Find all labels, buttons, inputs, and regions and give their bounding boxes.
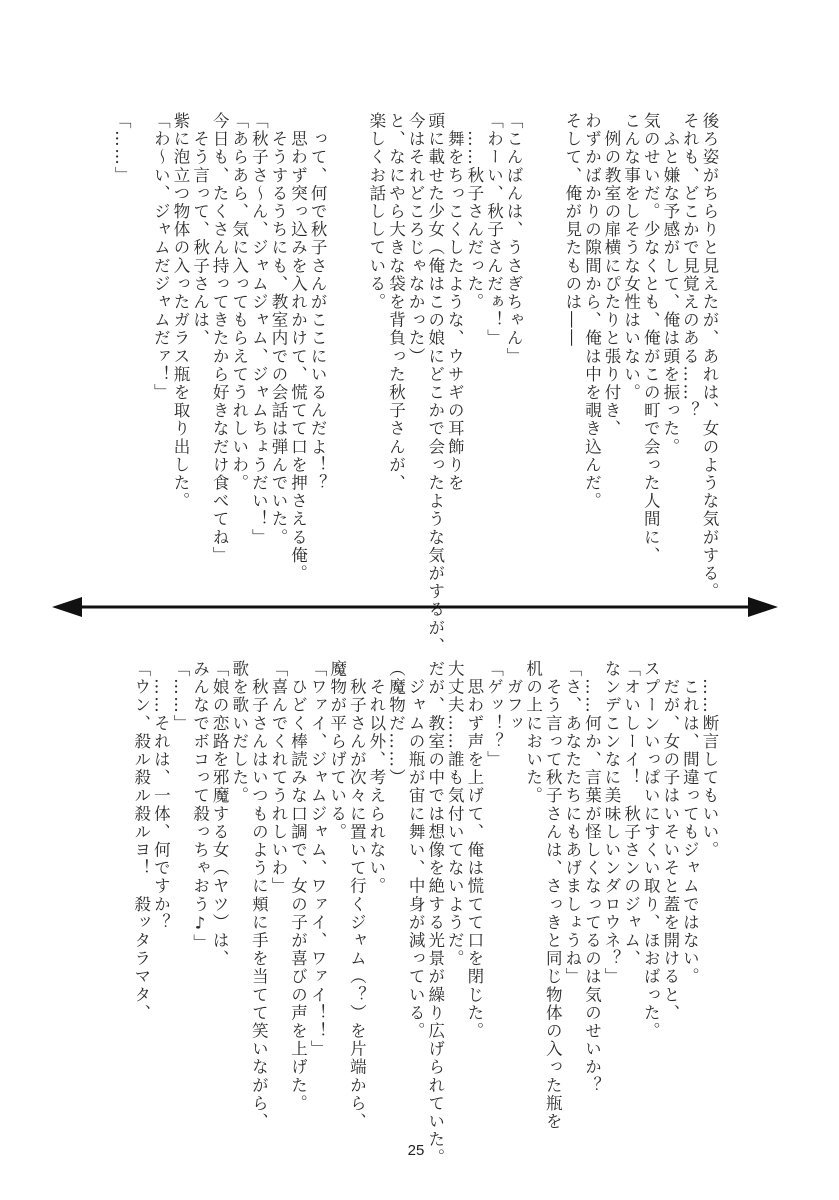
text-line: ……秋子さんだった。 <box>464 112 484 312</box>
text-line: だが、女の子はいそいそと蓋を開けると、 <box>660 660 680 1022</box>
text-line: 「わ〜い、ジャムだジャムだァ！」 <box>151 112 171 402</box>
text-line: それ以外、考えられない。 <box>366 660 386 896</box>
text-line: （魔物だ……） <box>386 660 406 787</box>
double-arrow-icon <box>52 596 778 618</box>
text-line: 紫に泡立つ物体の入ったガラス瓶を取り出した。 <box>170 112 190 511</box>
text-line: って、何で秋子さんがここにいるんだよ！？ <box>308 112 328 493</box>
text-line: 「オいしーイ！ 秋子さンのジャム、 <box>621 660 641 968</box>
text-line: 「……」 <box>170 660 190 733</box>
text-line: 気のせいだ。少なくとも、俺がこの町で会った人間に、 <box>641 112 661 565</box>
text-line: こんな事をしそうな女性はいない。 <box>621 112 641 402</box>
text-line <box>131 112 151 572</box>
text-line: 「わーい、秋子さんだぁ！」 <box>484 112 504 348</box>
text-line <box>327 112 347 572</box>
text-line: ……それは、一体、何ですか？ <box>151 660 171 932</box>
text-line: そうするうちにも、教室内での会話は弾んでいた。 <box>268 112 288 547</box>
text-line: これは、間違ってもジャムではない。 <box>680 660 700 986</box>
text-line: 「あらあら、気に入ってもらえてうれしいわ。 <box>229 112 249 493</box>
text-line: 「さ、あなたたちにもあげましょうね」 <box>562 660 582 986</box>
text-line: 歌を歌いだした。 <box>229 660 249 805</box>
text-line <box>347 112 367 572</box>
text-line: 大丈夫……誰も気付いてないようだ。 <box>445 660 465 968</box>
text-line: 今はそれどころじゃなかった） <box>406 112 426 366</box>
text-line <box>523 112 543 572</box>
text-line: それも、どこかで見覚えのある……？ <box>680 112 700 420</box>
text-line: ジャムの瓶が宙に舞い、中身が減っている。 <box>406 660 426 1041</box>
text-line: スプーンいっぱいにすくい取り、ほおばった。 <box>641 660 661 1041</box>
text-line: そう言って、秋子さんは、 <box>190 112 210 348</box>
text-line: ふと嫌な予感がして、俺は頭を振った。 <box>660 112 680 456</box>
text-line: 「ワァイ、ジャムジャム、ワァイ、ワァイ！！」 <box>308 660 328 1059</box>
text-line: わずかばかりの隙間から、俺は中を覗き込んだ。 <box>582 112 602 511</box>
text-line: 魔物が平らげている。 <box>327 660 347 841</box>
text-line: 「……」 <box>112 112 132 185</box>
text-line: 例の教室の扉横にぴたりと張り付き、 <box>602 112 622 438</box>
text-line: 頭に載せた少女（俺はこの娘にどこかで会ったような気がするが、 <box>425 112 445 655</box>
text-line: ガフッ <box>504 660 524 733</box>
text-line: 机の上においた。 <box>523 660 543 805</box>
text-line: なンデこンなに美味しいンダロウネ？」 <box>602 660 622 986</box>
text-line: 思わず声を上げて、俺は慌てて口を閉じた。 <box>464 660 484 1041</box>
text-line: 秋子さんはいつものように頬に手を当てて笑いながら、 <box>249 660 269 1131</box>
text-line: 「ウン、殺ル殺ル殺ルヨ！ 殺ッタラマタ、 <box>131 660 151 1022</box>
text-line: だが、教室の中では想像を絶する光景が繰り広げられていた。 <box>425 660 445 1167</box>
text-line: 今日も、たくさん持ってきたから好きなだけ食べてね」 <box>210 112 230 565</box>
text-line: 舞をちっこくしたような、ウサギの耳飾りを <box>445 112 465 493</box>
text-line: 「喜んでくれてうれしいわ」 <box>268 660 288 896</box>
top-text-section <box>112 112 719 655</box>
section-divider-arrow <box>52 596 778 618</box>
text-line: 楽しくお話ししている。 <box>366 112 386 312</box>
text-line: と、なにやら大きな袋を背負った秋子さんが、 <box>386 112 406 493</box>
text-line: ひどく棒読みな口調で、女の子が喜びの声を上げた。 <box>288 660 308 1113</box>
text-line: 「秋子さ〜ん、ジャムジャム、ジャムちょうだい！」 <box>249 112 269 547</box>
page-number: 25 <box>407 1142 425 1159</box>
text-line: 「ゲッ！？」 <box>484 660 504 769</box>
text-line: 「こんばんは、うさぎちゃん」 <box>504 112 524 366</box>
text-line: そう言って秋子さんは、さっきと同じ物体の入った瓶を <box>543 660 563 1131</box>
text-line: 後ろ姿がちらりと見えたが、あれは、女のような気がする。 <box>700 112 719 601</box>
text-line: ……何か、言葉が怪しくなってるのは気のせいか？ <box>582 660 602 1095</box>
text-line: 秋子さんが次々に置いて行くジャム（？）を片端から、 <box>347 660 367 1131</box>
text-line: そして、俺が見たものは―― <box>562 112 582 348</box>
text-line: 思わず突っ込みを入れかけて、慌てて口を押さえる俺。 <box>288 112 308 583</box>
text-line: 「娘の恋路を邪魔する女（ヤツ）は、 <box>210 660 230 968</box>
text-line: ……断言してもいい。 <box>700 660 719 860</box>
text-line <box>543 112 563 572</box>
text-line: みんなでボコって殺っちゃおう♪」 <box>190 660 210 953</box>
